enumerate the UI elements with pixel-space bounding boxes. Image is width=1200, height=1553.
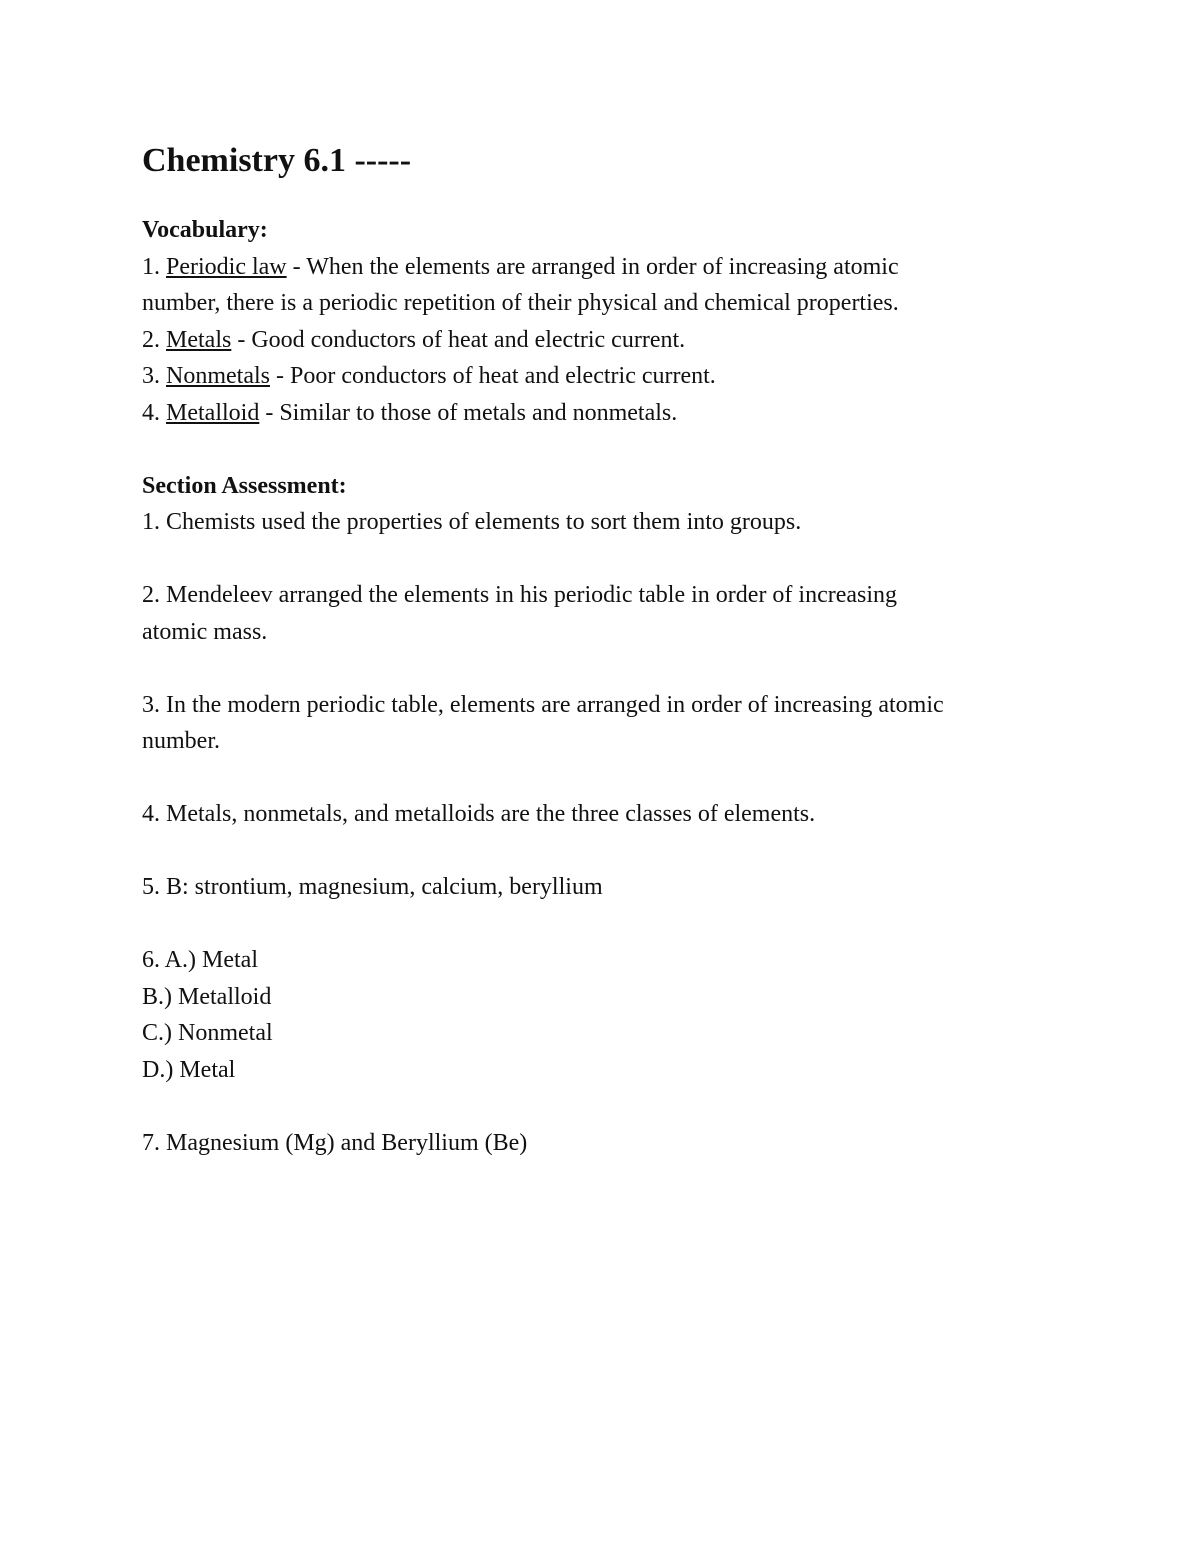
answer-line: 7. Magnesium (Mg) and Beryllium (Be)	[142, 1129, 528, 1156]
answer-line: 1. Chemists used the properties of elements to sort them into groups.	[142, 509, 802, 535]
answer-line: D.) Metal	[142, 1056, 236, 1083]
vocab-item	[142, 249, 1082, 286]
vocab-term: Periodic law	[166, 253, 287, 280]
answer-line: 5. B: strontium, magnesium, calcium, beryllium	[142, 874, 603, 900]
vocab-definition: - Good conductors of heat and electric current.	[231, 326, 686, 353]
vocab-item	[142, 395, 1082, 432]
vocab-number: 1.	[142, 253, 166, 280]
vocabulary-heading: Vocabulary:	[142, 217, 268, 243]
answer-line: C.) Nonmetal	[142, 1020, 273, 1046]
answer-line: number.	[142, 728, 220, 754]
document-title: Chemistry 6.1 -----	[142, 142, 412, 179]
vocab-definition: - Poor conductors of heat and electric current.	[269, 363, 716, 389]
vocab-term: Nonmetals	[166, 363, 270, 389]
answer-line: atomic mass.	[142, 618, 268, 645]
vocab-number: 4.	[142, 399, 166, 426]
assessment-heading: Section Assessment:	[142, 472, 347, 499]
vocab-definition: - Similar to those of metals and nonmetals.	[259, 399, 678, 426]
vocab-item	[142, 322, 1082, 359]
answer-line: 6. A.) Metal	[142, 947, 258, 973]
vocab-term: Metalloid	[166, 399, 260, 426]
document-page	[142, 138, 1082, 1161]
vocab-number: 3.	[142, 363, 166, 389]
answer-line: 2. Mendeleev arranged the elements in his periodic table in order of increasing	[142, 582, 898, 608]
vocab-term: Metals	[166, 326, 232, 353]
vocab-number: 2.	[142, 326, 166, 353]
vocab-definition: - When the elements are arranged in order of increasing atomic	[286, 253, 899, 280]
vocab-continuation: number, there is a periodic repetition of their physical and chemical properties.	[142, 290, 899, 316]
answer-line: 3. In the modern periodic table, elements are arranged in order of increasing atomic	[142, 691, 944, 718]
vocab-item	[142, 358, 1082, 395]
answer-line: B.) Metalloid	[142, 983, 272, 1010]
answer-line: 4. Metals, nonmetals, and metalloids are the three classes of elements.	[142, 801, 816, 827]
